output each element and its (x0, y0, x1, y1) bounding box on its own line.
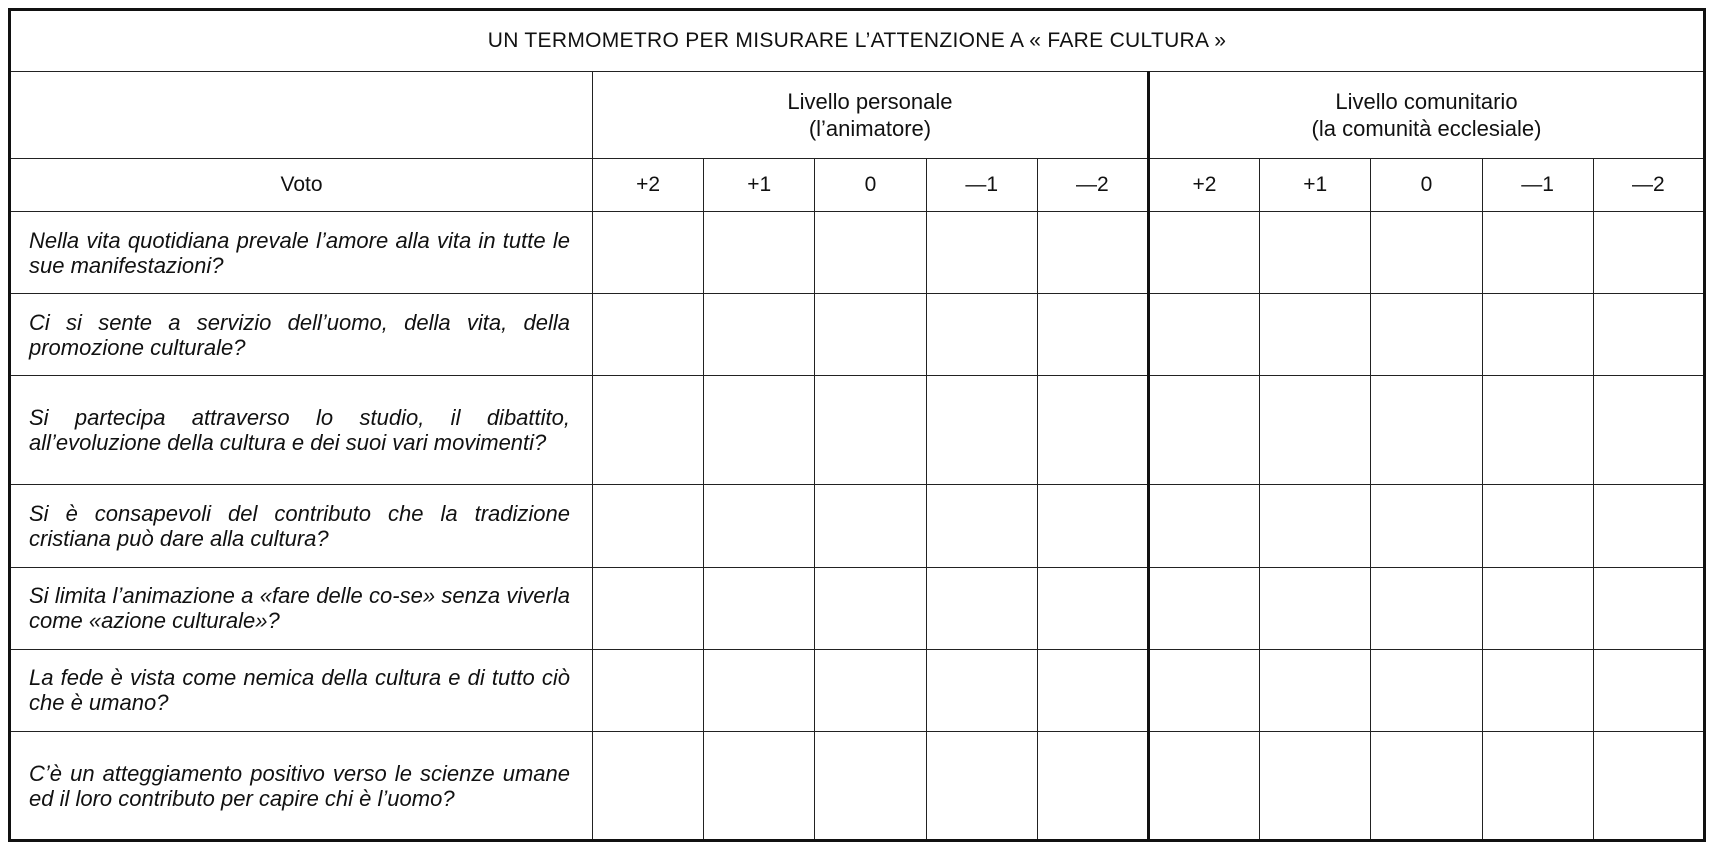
rating-cell[interactable] (1260, 567, 1371, 649)
rating-cell[interactable] (704, 376, 815, 485)
rating-cell[interactable] (593, 376, 704, 485)
rating-cell[interactable] (1593, 567, 1704, 649)
rating-cell[interactable] (1593, 212, 1704, 294)
rating-cell[interactable] (1482, 485, 1593, 567)
rating-cell[interactable] (1371, 649, 1482, 731)
rating-cell[interactable] (1482, 212, 1593, 294)
rating-cell[interactable] (1482, 649, 1593, 731)
rating-cell[interactable] (815, 485, 926, 567)
rating-cell[interactable] (815, 376, 926, 485)
group-header-personal-line1: Livello personale (787, 89, 953, 114)
question-text-6: La fede è vista come nemica della cultura e di tutto ciò che è umano? (10, 649, 593, 731)
question-text-5: Si limita l’animazione a «fare delle co-se» senza viverla come «azione culturale»? (10, 567, 593, 649)
score-community-plus1: +1 (1260, 159, 1371, 212)
rating-cell[interactable] (1037, 212, 1148, 294)
rating-cell[interactable] (1037, 376, 1148, 485)
rating-cell[interactable] (1593, 485, 1704, 567)
rating-cell[interactable] (704, 294, 815, 376)
rating-cell[interactable] (1037, 732, 1148, 841)
rating-cell[interactable] (1148, 376, 1259, 485)
rating-cell[interactable] (1037, 294, 1148, 376)
rating-cell[interactable] (704, 732, 815, 841)
rating-cell[interactable] (1371, 212, 1482, 294)
rating-cell[interactable] (1371, 732, 1482, 841)
rating-cell[interactable] (1148, 485, 1259, 567)
score-community-minus1: —1 (1482, 159, 1593, 212)
rating-cell[interactable] (1260, 376, 1371, 485)
score-personal-minus1: —1 (926, 159, 1037, 212)
rating-cell[interactable] (815, 649, 926, 731)
question-row-6 (10, 649, 1705, 731)
rating-cell[interactable] (926, 294, 1037, 376)
group-header-personal (593, 72, 1149, 159)
rating-cell[interactable] (1593, 732, 1704, 841)
rating-cell[interactable] (1037, 649, 1148, 731)
rating-cell[interactable] (1371, 567, 1482, 649)
rating-cell[interactable] (1482, 567, 1593, 649)
rating-cell[interactable] (593, 485, 704, 567)
question-row-5 (10, 567, 1705, 649)
question-text-2: Ci si sente a servizio dell’uomo, della vita, della promozione culturale? (10, 294, 593, 376)
score-community-zero: 0 (1371, 159, 1482, 212)
rating-cell[interactable] (593, 567, 704, 649)
rating-cell[interactable] (1593, 649, 1704, 731)
rating-cell[interactable] (704, 212, 815, 294)
rating-cell[interactable] (1593, 376, 1704, 485)
rating-cell[interactable] (926, 212, 1037, 294)
question-row-1 (10, 212, 1705, 294)
rating-cell[interactable] (704, 649, 815, 731)
rating-cell[interactable] (1371, 485, 1482, 567)
rating-cell[interactable] (815, 732, 926, 841)
group-header-community-line2: (la comunità ecclesiale) (1311, 116, 1542, 141)
question-text-3: Si partecipa attraverso lo studio, il dibattito, all’evoluzione della cultura e dei suoi vari movimenti? (10, 376, 593, 485)
group-header-personal-line2: (l’animatore) (808, 116, 932, 141)
rating-cell[interactable] (1260, 485, 1371, 567)
rating-cell[interactable] (1037, 567, 1148, 649)
rating-cell[interactable] (1148, 649, 1259, 731)
score-personal-zero: 0 (815, 159, 926, 212)
rating-cell[interactable] (1482, 294, 1593, 376)
score-personal-plus2: +2 (593, 159, 704, 212)
rating-cell[interactable] (1148, 567, 1259, 649)
rating-cell[interactable] (1148, 212, 1259, 294)
rating-cell[interactable] (593, 732, 704, 841)
rating-cell[interactable] (815, 212, 926, 294)
voto-label: Voto (10, 159, 593, 212)
group-header-community-line1: Livello comunitario (1335, 89, 1518, 114)
rating-cell[interactable] (1260, 649, 1371, 731)
rating-cell[interactable] (1593, 294, 1704, 376)
rating-cell[interactable] (593, 649, 704, 731)
rating-cell[interactable] (1371, 376, 1482, 485)
question-text-4: Si è consapevoli del contributo che la tradizione cristiana può dare alla cultura? (10, 485, 593, 567)
question-text-1: Nella vita quotidiana prevale l’amore alla vita in tutte le sue manifestazioni? (10, 212, 593, 294)
rating-cell[interactable] (926, 376, 1037, 485)
rating-cell[interactable] (593, 212, 704, 294)
rating-cell[interactable] (1371, 294, 1482, 376)
rating-cell[interactable] (704, 485, 815, 567)
question-row-7 (10, 732, 1705, 841)
empty-header-cell (10, 72, 593, 159)
rating-cell[interactable] (926, 732, 1037, 841)
question-row-2 (10, 294, 1705, 376)
question-row-4 (10, 485, 1705, 567)
rating-cell[interactable] (1260, 294, 1371, 376)
rating-cell[interactable] (926, 649, 1037, 731)
score-community-minus2: —2 (1593, 159, 1704, 212)
question-row-3 (10, 376, 1705, 485)
rating-cell[interactable] (926, 567, 1037, 649)
question-text-7: C’è un atteggiamento positivo verso le scienze umane ed il loro contributo per capire chi è l’uomo? (10, 732, 593, 841)
rating-cell[interactable] (1148, 294, 1259, 376)
rating-cell[interactable] (815, 294, 926, 376)
group-header-community (1148, 72, 1704, 159)
rating-cell[interactable] (593, 294, 704, 376)
rating-cell[interactable] (1148, 732, 1259, 841)
thermometer-table (8, 8, 1706, 842)
score-personal-plus1: +1 (704, 159, 815, 212)
score-personal-minus2: —2 (1037, 159, 1148, 212)
rating-cell[interactable] (1037, 485, 1148, 567)
rating-cell[interactable] (815, 567, 926, 649)
rating-cell[interactable] (1482, 732, 1593, 841)
score-community-plus2: +2 (1148, 159, 1259, 212)
rating-cell[interactable] (1260, 212, 1371, 294)
rating-cell[interactable] (926, 485, 1037, 567)
rating-cell[interactable] (704, 567, 815, 649)
rating-cell[interactable] (1260, 732, 1371, 841)
rating-cell[interactable] (1482, 376, 1593, 485)
table-title: UN TERMOMETRO PER MISURARE L’ATTENZIONE A « FARE CULTURA » (10, 10, 1705, 72)
